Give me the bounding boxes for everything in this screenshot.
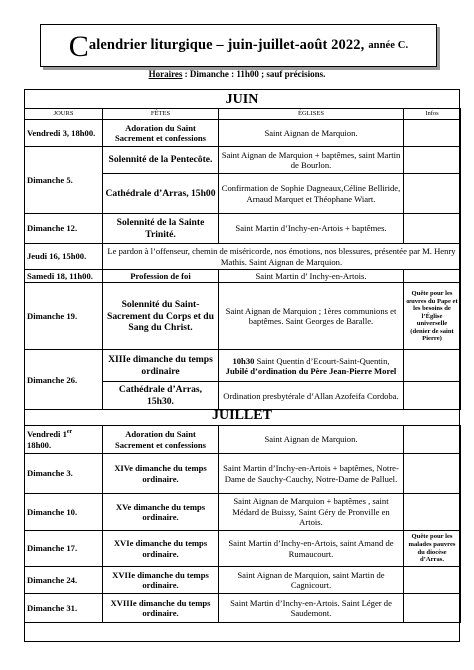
row-info [404,270,461,283]
row-info [404,147,461,174]
table-row [25,283,461,350]
row-date: Dimanche 17. [25,531,103,567]
table-row [25,244,461,270]
row-info [404,350,461,382]
row-fete: Profession de foi [103,270,219,283]
row-date: Samedi 18, 11h00. [25,270,103,283]
row-date: Dimanche 10. [25,494,103,531]
row-eglise: Saint Aignan de Marquion. [219,426,404,454]
row-event-description: Le pardon à l’offenseur, chemin de miséricorde, nos émotions, nos blessures, présentée par M. Henry Mathis. Saint Aignan de Marquion. [103,244,461,270]
table-juillet [24,425,461,623]
row-date: Dimanche 5. [25,147,103,214]
row-eglise-cell [219,350,404,382]
row-date: Dimanche 24. [25,567,103,594]
row-eglise: Saint Aignan de Marquion + baptêmes , saint Médard de Buissy, Saint Géry de Pronville en Artois. [219,494,404,531]
row-eglise-jubile: Jubilé d’ordination du Père Jean-Pierre Morel [225,365,397,376]
row-date: Dimanche 12. [25,214,103,244]
schedule-note-label: Horaires [148,69,183,79]
row-date-sup: er [66,429,73,436]
row-fete: XIIIe dimanche du temps ordinaire [103,350,219,382]
table-row [25,350,461,382]
row-eglise: Saint Martin d’Inchy-en-Artois. Saint Léger de Saudemont. [219,594,404,623]
row-fete: XVe dimanche du temps ordinaire. [103,494,219,531]
row-info [404,454,461,494]
table-row [25,270,461,283]
title-year: année C. [368,40,409,51]
row-fete: XVIe dimanche du temps ordinaire. [103,531,219,567]
table-row [25,494,461,531]
row-eglise: Saint Aignan de Marquion ; 1ères communions et baptêmes. Saint Georges de Baralle. [219,283,404,350]
row-info: Quête pour les œuvres du Pape et les besoins de l’Église universelle (denier de saint Pierre) [404,283,461,350]
row-date: Dimanche 31. [25,594,103,623]
row-fete: Adoration du Saint Sacrement et confessions [103,120,219,147]
row-info [404,214,461,244]
row-eglise: Saint Aignan de Marquion, saint Martin de Cagnicourt. [219,567,404,594]
month-heading-juillet: JUILLET [212,408,272,423]
row-fete: Solennité du Saint-Sacrement du Corps et du Sang du Christ. [103,283,219,350]
row-date: Vendredi 1 [27,429,67,440]
table-row [25,120,461,147]
row-date-cell [25,426,103,454]
row-eglise: Saint Martin d’ Inchy-en-Artois. [219,270,404,283]
table-row [25,454,461,494]
row-eglise: Saint Aignan de Marquion. [219,120,404,147]
table-row [25,147,461,174]
row-date: Dimanche 3. [25,454,103,494]
row-eglise: Saint Martin d’Inchy-en-Artois + baptêmes, Notre-Dame de Sauchy-Cauchy, Notre-Dame de Palluel. [219,454,404,494]
page-title [40,24,437,67]
row-fete: XVIIIe dimanche du temps ordinaire. [103,594,219,623]
col-infos: Infos [404,109,461,120]
row-fete: XIVe dimanche du temps ordinaire. [103,454,219,494]
row-info [404,120,461,147]
table-row [25,214,461,244]
row-fete: Solennité de la Pentecôte. [103,147,219,174]
row-eglise: Saint Martin d’Inchy-en-Artois + baptêmes. [219,214,404,244]
row-eglise: Saint Quentin d’Ecourt-Saint-Quentin, [256,355,390,366]
col-eglises: ÉGLISES [219,109,404,120]
table-row [25,531,461,567]
row-eglise: Saint Aignan de Marquion + baptêmes, saint Martin de Bourlon. [219,147,404,174]
schedule-note-text: : Dimanche : 11h00 ; sauf précisions. [182,69,326,79]
row-eglise: Confirmation de Sophie Dagneaux,Céline Belliride, Arnaud Marquet et Théophane Wiart. [219,174,404,214]
row-info [404,174,461,214]
row-date: Dimanche 26. [25,350,103,410]
row-eglise: Saint Martin d’Inchy-en-Artois, saint Amand de Rumaucourt. [219,531,404,567]
schedule-note [0,69,474,79]
row-date: Dimanche 19. [25,283,103,350]
title-initial: C [68,29,89,63]
table-row [25,567,461,594]
row-date-time: 18h00. [27,439,52,450]
row-info [404,567,461,594]
col-fetes: FÊTES [103,109,219,120]
title-text: alendrier liturgique – juin-juillet-août 2022, [88,37,365,53]
row-info: Quête pour les malades pauvres du diocèse d’Arras. [404,531,461,567]
row-fete: Adoration du Saint Sacrement et confessions [103,426,219,454]
table-header [25,109,461,120]
row-info [404,382,461,410]
row-date: Vendredi 3, 18h00. [25,120,103,147]
col-jours: JOURS [25,109,103,120]
table-row [25,426,461,454]
row-info [404,426,461,454]
table-row [25,594,461,623]
row-info [404,494,461,531]
row-date: Jeudi 16, 15h00. [25,244,103,270]
row-fete: Solennité de la Sainte Trinité. [103,214,219,244]
row-eglise: Ordination presbytérale d’Allan Azofeifa Cordoba. [219,382,404,410]
month-heading-juin: JUIN [225,92,259,107]
row-info [404,594,461,623]
row-fete: Cathédrale d’Arras, 15h00 [103,174,219,214]
row-fete: XVIIe dimanche du temps ordinaire. [103,567,219,594]
row-eglise-time: 10h30 [232,355,255,366]
row-fete: Cathédrale d’Arras, 15h30. [103,382,219,410]
table-juin [24,108,461,410]
